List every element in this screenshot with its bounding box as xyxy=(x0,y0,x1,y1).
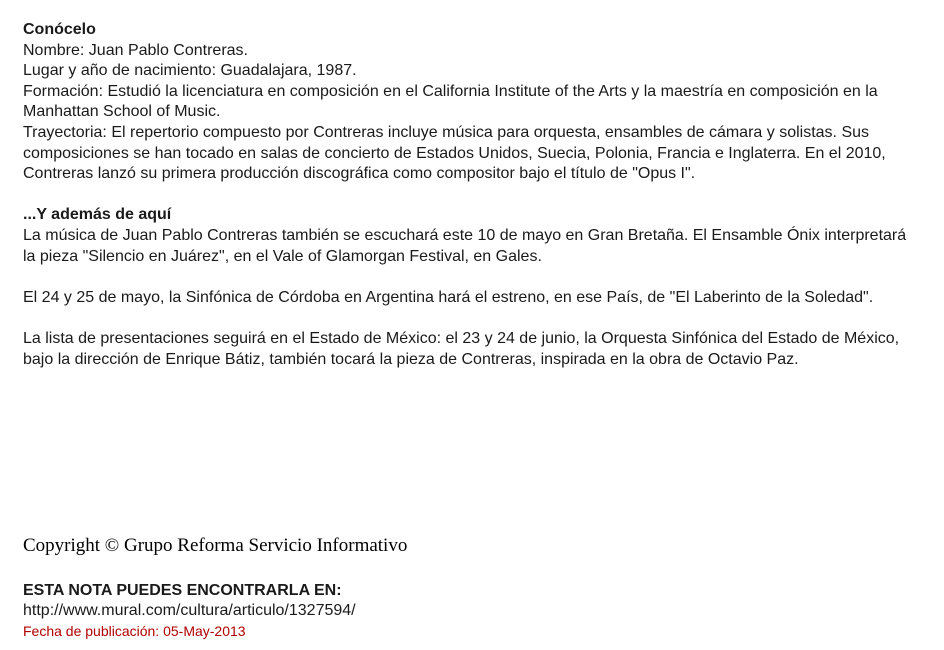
bio-name: Nombre: Juan Pablo Contreras. xyxy=(23,41,248,59)
source-label: ESTA NOTA PUEDES ENCONTRARLA EN: xyxy=(23,582,342,599)
bio-birthplace: Lugar y año de nacimiento: Guadalajara, 1987. xyxy=(23,62,357,80)
article-paragraph: La lista de presentaciones seguirá en el Estado de México: el 23 y 24 de junio, la Orquesta Sinfónica del Estado de México, bajo la dirección de Enrique Bátiz, también tocará la pieza de Contreras, inspirada en la obra de Octavio Paz. xyxy=(23,329,900,368)
section-heading-ademas: ...Y además de aquí xyxy=(23,206,172,224)
publication-date: Fecha de publicación: 05-May-2013 xyxy=(23,623,246,639)
bio-education: Formación: Estudió la licenciatura en composición en el California Institute of the Arts y la maestría en composición en la Manhattan School of Music. xyxy=(23,82,878,121)
section-heading-conocelo: Conócelo xyxy=(23,21,96,38)
paragraph-gap xyxy=(23,308,923,329)
article-paragraph: El 24 y 25 de mayo, la Sinfónica de Córdoba en Argentina hará el estreno, en ese País, de "El Laberinto de la Soledad". xyxy=(23,288,874,306)
paragraph-gap xyxy=(23,185,923,206)
source-url[interactable]: http://www.mural.com/cultura/articulo/1327594/ xyxy=(23,602,356,619)
article-paragraph: La música de Juan Pablo Contreras también se escuchará este 10 de mayo en Gran Bretaña. El Ensamble Ónix interpretará la pieza "Silencio en Juárez", en el Vale of Glamorgan Festival, en Gales. xyxy=(23,226,907,265)
article-body xyxy=(23,20,923,370)
paragraph-gap xyxy=(23,267,923,288)
bio-career: Trayectoria: El repertorio compuesto por Contreras incluye música para orquesta, ensambles de cámara y solistas. Sus composiciones se han tocado en salas de concierto de Estados Unidos, Suecia, Polonia, Francia e Inglaterra. En el 2010, Contreras lanzó su primera producción discográfica como compositor bajo el título de "Opus I". xyxy=(23,123,886,183)
copyright-notice: Copyright © Grupo Reforma Servicio Informativo xyxy=(23,535,408,556)
